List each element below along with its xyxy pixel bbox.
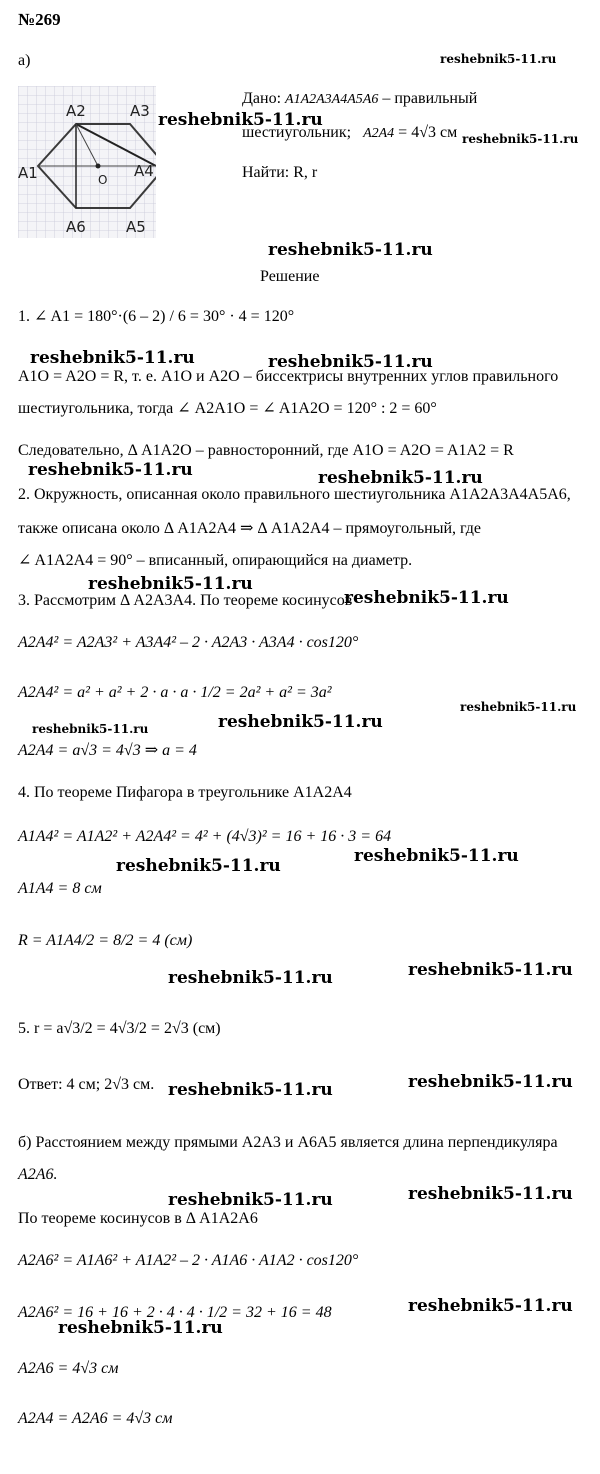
label-a1: A1 [18, 164, 38, 182]
step-1: 1. ∠ A1 = 180°·(6 – 2) / 6 = 30° · 4 = 120° [18, 308, 295, 325]
step-1c: Следовательно, Δ A1A2O – равносторонний, где A1O = A2O = A1A2 = R [18, 442, 514, 459]
watermark: reshebnik5-11.ru [168, 968, 333, 988]
watermark: reshebnik5-11.ru [58, 1318, 223, 1338]
equation-2: A2A4² = a² + a² + 2 · a · a · 1/2 = 2a² + a² = 3a² [18, 684, 332, 701]
watermark: reshebnik5-11.ru [354, 846, 519, 866]
watermark: reshebnik5-11.ru [268, 352, 433, 372]
watermark: reshebnik5-11.ru [218, 712, 383, 732]
watermark: reshebnik5-11.ru [344, 588, 509, 608]
watermark: reshebnik5-11.ru [408, 1296, 573, 1316]
label-a2: A2 [66, 102, 86, 120]
label-a5: A5 [126, 218, 146, 236]
part-b-line-3: По теореме косинусов в Δ A1A2A6 [18, 1210, 258, 1227]
watermark: reshebnik5-11.ru [318, 468, 483, 488]
part-b-line-1: б) Расстоянием между прямыми A2A3 и A6A5 является длина перпендикуляра [18, 1134, 558, 1151]
equation-7: A2A6² = A1A6² + A1A2² – 2 · A1A6 · A1A2 · cos120° [18, 1252, 359, 1269]
equation-5: A1A4 = 8 см [18, 880, 102, 897]
label-o: O [98, 173, 108, 187]
equation-9: A2A6 = 4√3 см [18, 1360, 119, 1377]
center-point-o [96, 164, 101, 169]
step-3: 3. Рассмотрим Δ A2A3A4. По теореме косинусов [18, 592, 353, 609]
watermark: reshebnik5-11.ru [158, 110, 323, 130]
watermark: reshebnik5-11.ru [408, 1184, 573, 1204]
equation-6: R = A1A4/2 = 8/2 = 4 (см) [18, 932, 193, 949]
watermark: reshebnik5-11.ru [32, 722, 149, 736]
part-a-label: а) [18, 52, 31, 69]
watermark: reshebnik5-11.ru [88, 574, 253, 594]
equation-10: A2A4 = A2A6 = 4√3 см [18, 1410, 173, 1427]
step-1b-line-1: A1O = A2O = R, т. е. A1O и A2O – биссектрисы внутренних углов правильного [18, 368, 559, 385]
equation-8: A2A6² = 16 + 16 + 2 · 4 · 4 · 1/2 = 32 + 16 = 48 [18, 1304, 332, 1321]
watermark: reshebnik5-11.ru [168, 1080, 333, 1100]
hexagon-figure [18, 86, 156, 238]
watermark: reshebnik5-11.ru [28, 460, 193, 480]
step-2-line-1: 2. Окружность, описанная около правильного шестиугольника A1A2A3A4A5A6, [18, 486, 571, 503]
watermark: reshebnik5-11.ru [30, 348, 195, 368]
watermark: reshebnik5-11.ru [460, 700, 577, 714]
step-4: 4. По теореме Пифагора в треугольнике A1A2A4 [18, 784, 352, 801]
label-a4: A4 [134, 162, 154, 180]
watermark: reshebnik5-11.ru [408, 1072, 573, 1092]
label-a3: A3 [130, 102, 150, 120]
label-a6: A6 [66, 218, 86, 236]
watermark: reshebnik5-11.ru [168, 1190, 333, 1210]
given-line-1: Дано: A1A2A3A4A5A6 – правильный [242, 90, 478, 107]
watermark: reshebnik5-11.ru [116, 856, 281, 876]
watermark: reshebnik5-11.ru [408, 960, 573, 980]
answer: Ответ: 4 см; 2√3 см. [18, 1076, 155, 1093]
equation-1: A2A4² = A2A3² + A3A4² – 2 · A2A3 · A3A4 · cos120° [18, 634, 359, 651]
given-line-2: шестиугольник; A2A4 = 4√3 см [242, 124, 458, 141]
step-5: 5. r = a√3/2 = 4√3/2 = 2√3 (см) [18, 1020, 221, 1037]
watermark: reshebnik5-11.ru [462, 132, 579, 146]
problem-number: №269 [18, 10, 61, 29]
equation-3: A2A4 = a√3 = 4√3 ⇒ a = 4 [18, 742, 197, 759]
solution-title: Решение [260, 268, 320, 285]
hexagon-drawing [18, 86, 156, 238]
polygon-name: A1A2A3A4A5A6 [285, 92, 379, 107]
find-line: Найти: R, r [242, 164, 318, 181]
step-2-line-2: также описана около Δ A1A2A4 ⇒ Δ A1A2A4 – прямоугольный, где [18, 520, 482, 537]
watermark: reshebnik5-11.ru [440, 52, 557, 66]
step-1b-line-2: шестиугольника, тогда ∠ A2A1O = ∠ A1A2O = 120° : 2 = 60° [18, 400, 437, 417]
equation-4: A1A4² = A1A2² + A2A4² = 4² + (4√3)² = 16 + 16 · 3 = 64 [18, 828, 392, 845]
watermark: reshebnik5-11.ru [268, 240, 433, 260]
part-b-line-2: A2A6. [18, 1166, 58, 1183]
step-2-line-3: ∠ A1A2A4 = 90° – вписанный, опирающийся на диаметр. [18, 552, 413, 569]
